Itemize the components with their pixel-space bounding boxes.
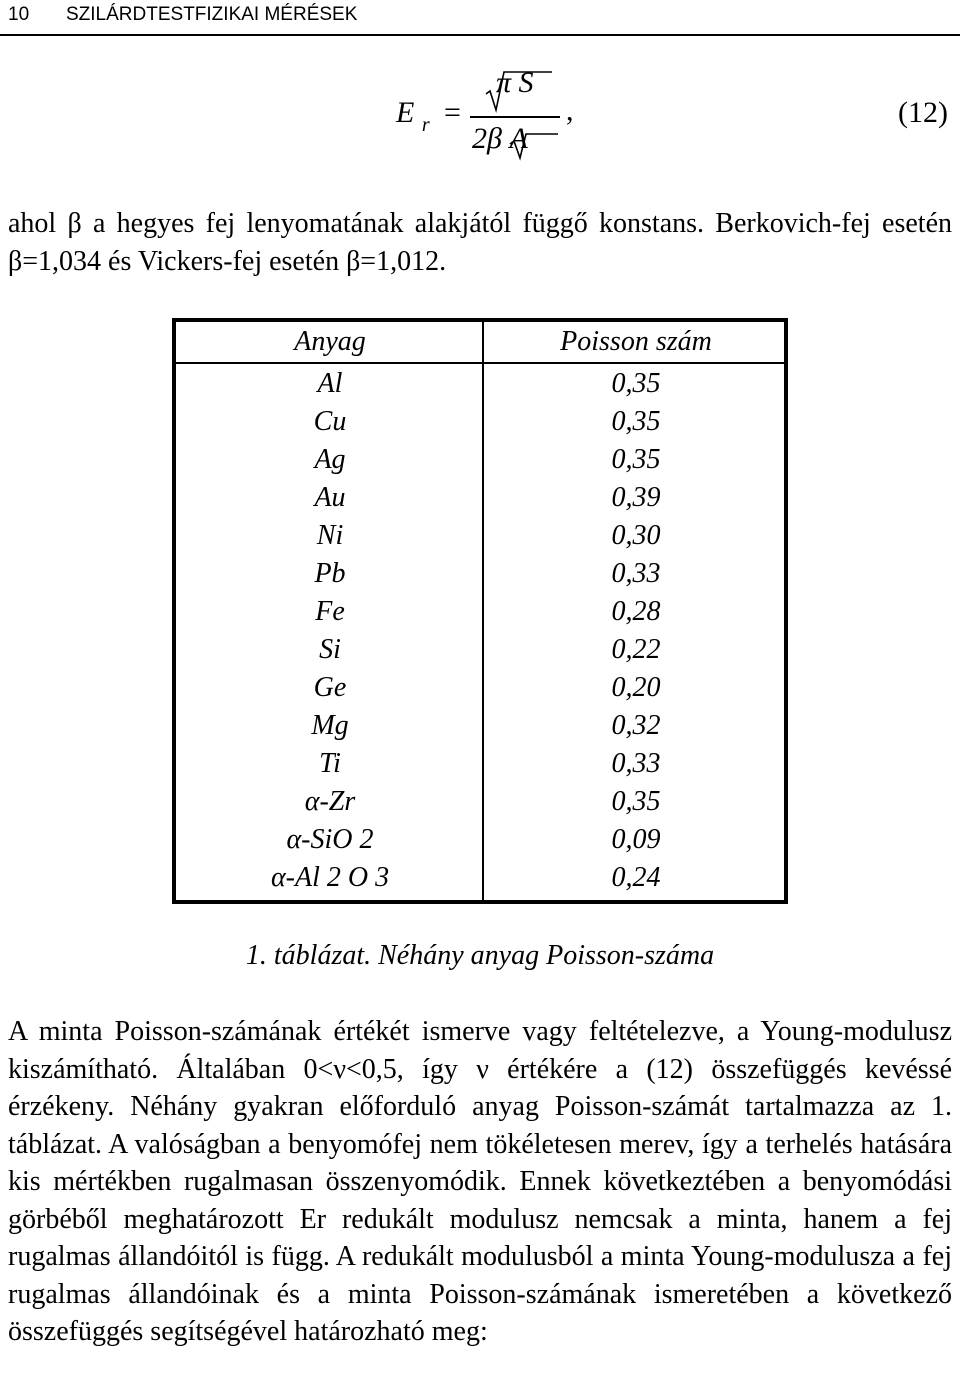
sqrt-signs (0, 60, 960, 170)
table-cell-material: α-SiO 2 (286, 824, 374, 855)
table-cell-poisson: 0,35 (611, 786, 661, 817)
table-cell-poisson: 0,35 (611, 368, 661, 399)
table-cell-poisson: 0,09 (611, 824, 661, 855)
table-header-divider (176, 362, 784, 364)
table-cell-material: Ti (319, 748, 341, 779)
table-cell-poisson: 0,32 (611, 710, 661, 741)
header-rule (0, 34, 960, 36)
table-cell-poisson: 0,30 (611, 520, 661, 551)
table-cell-poisson: 0,20 (611, 672, 661, 703)
table-cell-material: Au (314, 482, 346, 513)
paragraph-beta: ahol β a hegyes fej lenyomatának alakjától függő konstans. Berkovich-fej esetén β=1,034 és Vickers-fej esetén β=1,012. (8, 208, 952, 277)
equation-equals: = (444, 96, 461, 129)
equation-12 (0, 60, 960, 170)
table-cell-poisson: 0,33 (611, 558, 661, 589)
table-column-divider (482, 322, 484, 900)
table-cell-poisson: 0,39 (611, 482, 661, 513)
table-cell-material: α-Al 2 O 3 (270, 862, 390, 893)
poisson-table (172, 318, 788, 904)
equation-numerator: π S (496, 66, 534, 99)
table-cell-material: Al (317, 368, 343, 399)
table-cell-material: Ge (313, 672, 347, 703)
equation-lhs-subscript: r (421, 114, 430, 136)
table-cell-material: Fe (315, 596, 345, 627)
equation-lhs: E $_r$ (396, 96, 430, 136)
page-number: 10 (8, 4, 30, 25)
table-cell-poisson: 0,35 (611, 406, 661, 437)
table-caption: 1. táblázat. Néhány anyag Poisson-száma (245, 940, 715, 971)
table-cell-material: Pb (314, 558, 346, 589)
table-cell-material: α-Zr (304, 786, 356, 817)
table-cell-material: Mg (311, 710, 349, 741)
equation-number: (12) (898, 96, 948, 129)
equation-comma: , (566, 94, 574, 127)
table-cell-material: Ag (314, 444, 346, 475)
equation-denominator: 2β A (472, 122, 528, 155)
table-cell-poisson: 0,28 (611, 596, 661, 627)
table-cell-poisson: 0,24 (611, 862, 661, 893)
page-header (0, 0, 960, 36)
table-cell-material: Si (319, 634, 341, 665)
table-cell-material: Ni (316, 520, 344, 551)
paragraph-young-modulus: A minta Poisson-számának értékét ismerve vagy feltételezve, a Young-modulusz kiszámítható. Általában 0<ν<0,5, így ν értékére a (12) összefüggés kevéssé érzékeny. Néhány gyakran előforduló anyag Poisson-számát tartalmazza az 1. táblázat. A valóságban a benyomófej nem tökéletesen merev, így a terhelés hatására kis mértékben rugalmasan összenyomódik. Ennek következtében a benyomódási görbéből meghatározott Er redukált modulusz nemcsak a minta, hanem a fej rugalmas állandóitól is függ. A redukált modulusból a minta Young-modulusza a fej rugalmas állandóinak és a minta Poisson-számának ismeretében a következő összefüggés segítségével határozható meg: (8, 1016, 952, 1347)
table-header-poisson: Poisson szám (560, 326, 712, 357)
running-title: SZILÁRDTESTFIZIKAI MÉRÉSEK (66, 4, 358, 25)
table-header-material: Anyag (294, 326, 366, 357)
table-cell-material: Cu (313, 406, 347, 437)
table-cell-poisson: 0,22 (611, 634, 661, 665)
table-cell-poisson: 0,33 (611, 748, 661, 779)
table-cell-poisson: 0,35 (611, 444, 661, 475)
